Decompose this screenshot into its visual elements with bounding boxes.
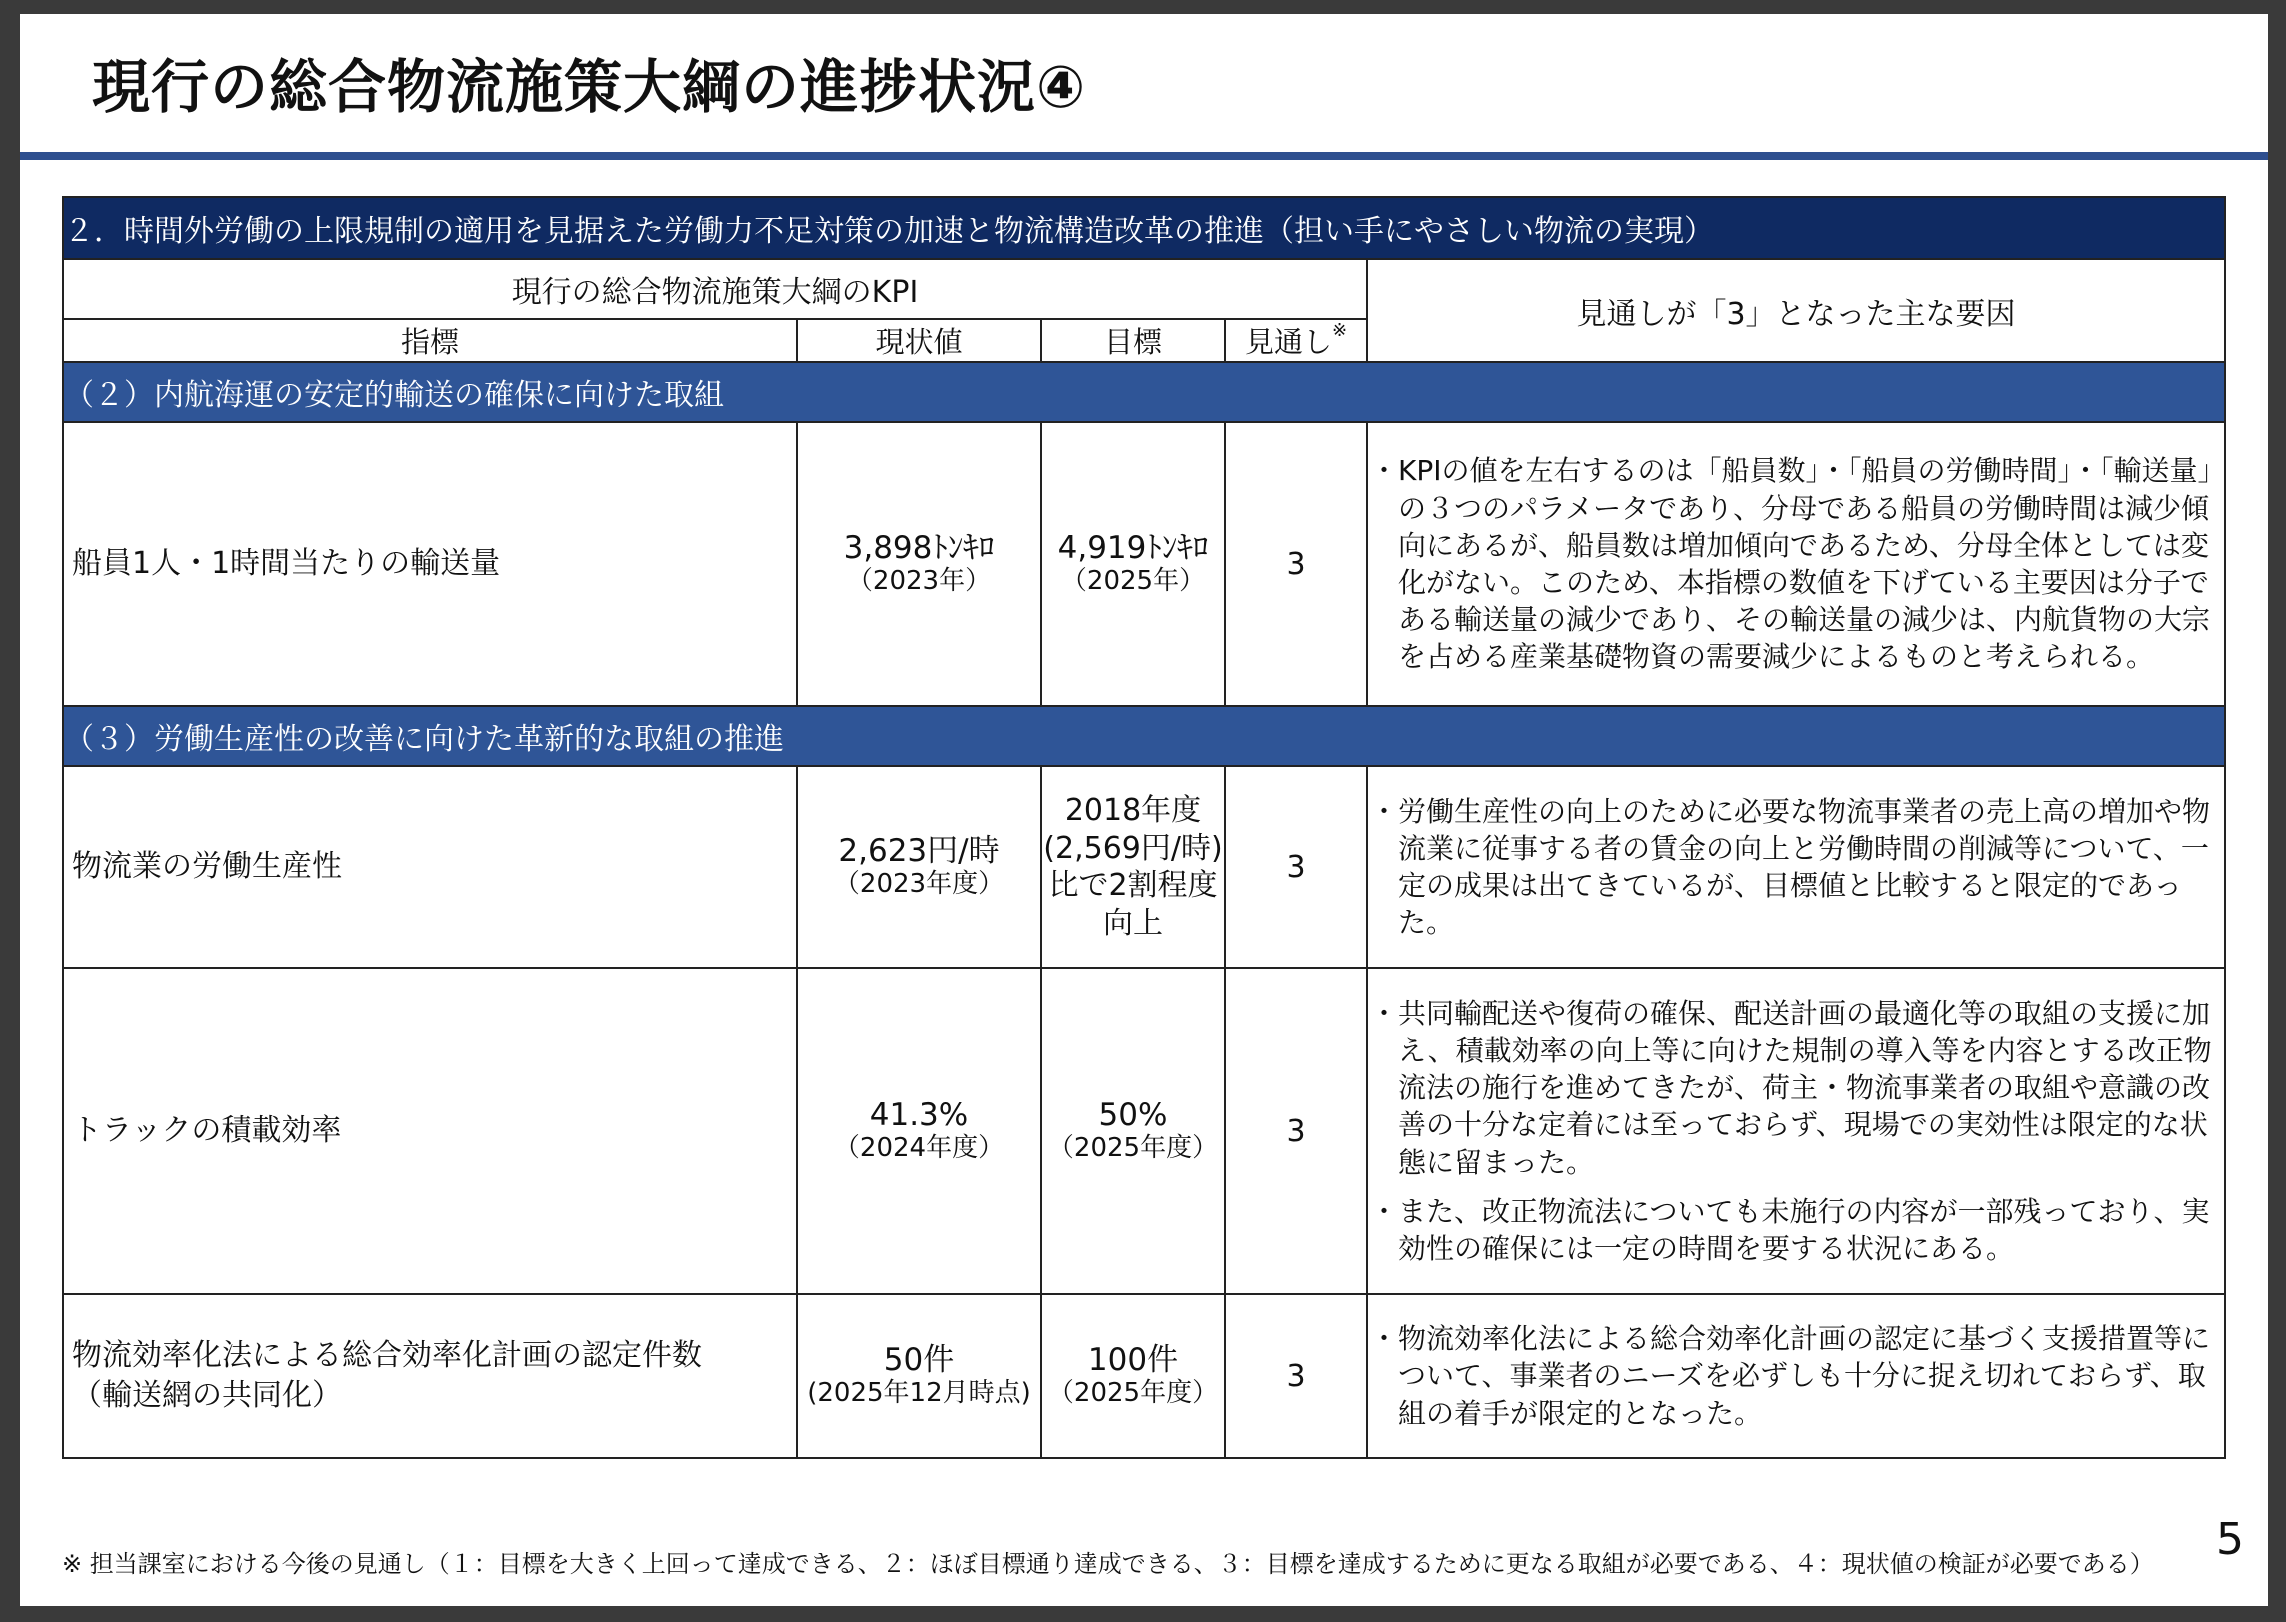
indicator-cell: 物流業の労働生産性 <box>63 766 797 968</box>
table-row <box>63 422 2225 706</box>
current-value-cell <box>797 968 1041 1294</box>
current-value-cell <box>797 766 1041 968</box>
target-value: 50% <box>1098 1097 1168 1134</box>
current-value-note: (2025年12月時点) <box>807 1377 1031 1408</box>
reason-cell <box>1367 766 2225 968</box>
reason-item: ・ 労働生産性の向上のために必要な物流事業者の売上高の増加や物流業に従事する者の賃金の向上と労働時間の削減等について、一定の成果は出てきているが、目標値と比較すると限定的であった。 <box>1376 793 2220 942</box>
reason-list <box>1376 1320 2220 1432</box>
indicator-sublabel: （輸送網の共同化） <box>72 1378 342 1413</box>
footnote: ※ 担当課室における今後の見通し（１：目標を大きく上回って達成できる、２：ほぼ目標通り達成できる、３：目標を達成するために更なる取組が必要である、４：現状値の検証が必要である） <box>62 1550 2154 1578</box>
target-value-cell <box>1041 766 1225 968</box>
target-value: 100件 <box>1087 1342 1179 1379</box>
indicator-cell: 船員1人・1時間当たりの輸送量 <box>63 422 797 706</box>
reason-list <box>1376 452 2220 675</box>
section-heading-2: （２）内航海運の安定的輸送の確保に向けた取組 <box>63 362 2225 422</box>
current-value-cell <box>797 422 1041 706</box>
current-value: 2,623円/時 <box>838 833 1000 870</box>
section-row <box>63 362 2225 422</box>
target-value-note: （2025年度） <box>1047 1377 1219 1408</box>
current-value-note: （2023年度） <box>833 868 1005 899</box>
table-main-header: ２．時間外労働の上限規制の適用を見据えた労働力不足対策の加速と物流構造改革の推進（担い手にやさしい物流の実現） <box>63 197 2225 259</box>
reason-cell <box>1367 1294 2225 1458</box>
target-value-cell <box>1041 968 1225 1294</box>
target-value: 2018年度(2,569円/時)比で2割程度向上 <box>1043 793 1223 941</box>
outlook-cell: 3 <box>1225 766 1367 968</box>
section-heading-3: （３）労働生産性の改善に向けた革新的な取組の推進 <box>63 706 2225 766</box>
reason-item: ・ 物流効率化法による総合効率化計画の認定に基づく支援措置等について、事業者のニーズを必ずしも十分に捉え切れておらず、取組の着手が限定的となった。 <box>1376 1320 2220 1432</box>
column-header-indicator: 指標 <box>63 319 797 362</box>
page-title: 現行の総合物流施策大綱の進捗状況④ <box>92 53 1087 121</box>
target-value-note: （2025年） <box>1060 565 1206 596</box>
kpi-header-row <box>63 259 2225 319</box>
reason-cell <box>1367 422 2225 706</box>
outlook-note-mark: ※ <box>1331 320 1348 341</box>
target-value-cell <box>1041 422 1225 706</box>
reason-item: ・ 共同輸配送や復荷の確保、配送計画の最適化等の取組の支援に加え、積載効率の向上等に向けた規制の導入等を内容とする改正物流法の施行を進めてきたが、荷主・物流事業者の取組や意識の改善の十分な定着には至っておらず、現場での実効性は限定的な状態に留まった。 <box>1376 995 2220 1181</box>
table-row <box>63 766 2225 968</box>
table-main-header-row <box>63 197 2225 259</box>
column-header-outlook <box>1225 319 1367 362</box>
current-value: 50件 <box>883 1342 955 1379</box>
indicator-cell <box>63 1294 797 1458</box>
target-value-note: （2025年度） <box>1047 1132 1219 1163</box>
kpi-header: 現行の総合物流施策大綱のKPI <box>63 259 1367 319</box>
column-header-target: 目標 <box>1041 319 1225 362</box>
reason-header: 見通しが「3」となった主な要因 <box>1367 259 2225 362</box>
indicator-cell: トラックの積載効率 <box>63 968 797 1294</box>
reason-list <box>1376 995 2220 1268</box>
slide <box>20 14 2268 1606</box>
reason-cell <box>1367 968 2225 1294</box>
table-row <box>63 968 2225 1294</box>
reason-item: ・ KPIの値を左右するのは「船員数」・「船員の労働時間」・「輸送量」の３つのパラメータであり、分母である船員の労働時間は減少傾向にあるが、船員数は増加傾向であるため、分母全体としては変化がない。このため、本指標の数値を下げている主要因は分子である輸送量の減少であり、その輸送量の減少は、内航貨物の大宗を占める産業基礎物資の需要減少によるものと考えられる。 <box>1376 452 2220 675</box>
target-value-cell <box>1041 1294 1225 1458</box>
outlook-cell: 3 <box>1225 422 1367 706</box>
column-header-current: 現状値 <box>797 319 1041 362</box>
indicator-label: 物流効率化法による総合効率化計画の認定件数 <box>72 1337 702 1373</box>
target-value: 4,919ﾄﾝｷﾛ <box>1057 530 1209 567</box>
section-row <box>63 706 2225 766</box>
outlook-cell: 3 <box>1225 1294 1367 1458</box>
reason-item: ・ また、改正物流法についても未施行の内容が一部残っており、実効性の確保には一定の時間を要する状況にある。 <box>1376 1193 2220 1267</box>
outlook-cell: 3 <box>1225 968 1367 1294</box>
title-underline <box>20 152 2268 160</box>
kpi-table <box>62 196 2226 1459</box>
reason-list <box>1376 793 2220 942</box>
table-row <box>63 1294 2225 1458</box>
column-header-outlook-label: 見通し <box>1244 325 1332 359</box>
current-value-cell <box>797 1294 1041 1458</box>
current-value-note: （2023年） <box>846 565 992 596</box>
current-value: 41.3% <box>869 1097 969 1134</box>
current-value: 3,898ﾄﾝｷﾛ <box>843 530 995 567</box>
page-number: 5 <box>2216 1514 2244 1565</box>
current-value-note: （2024年度） <box>833 1132 1005 1163</box>
